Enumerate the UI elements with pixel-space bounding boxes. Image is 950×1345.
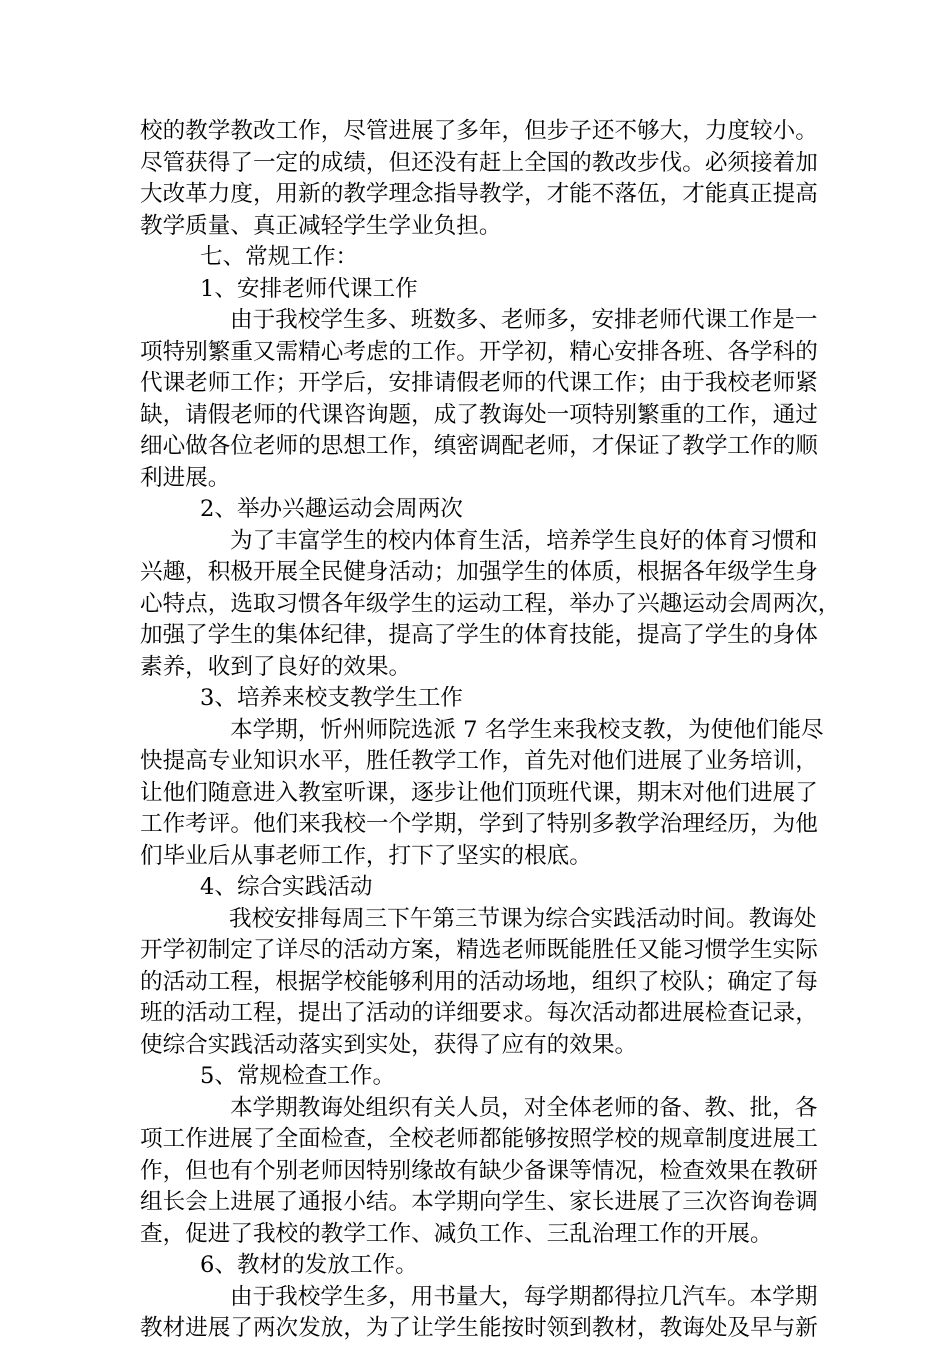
text-line: 利进展。 (140, 464, 231, 491)
paragraph-first-line: 为了丰富学生的校内体育生活，培养学生良好的体育习惯和 (230, 527, 818, 554)
section-heading: 七、常规工作： (200, 244, 359, 270)
paragraph-first-line: 本学期教诲处组织有关人员，对全体老师的备、教、批，各 (230, 1094, 818, 1121)
text-line: 的活动工程，根据学校能够利用的活动场地，组织了校队；确定了每 (140, 968, 818, 995)
text-line: 班的活动工程，提出了活动的详细要求。每次活动都进展检查记录， (140, 1000, 818, 1026)
document-page (140, 116, 841, 1345)
text-line: 查，促进了我校的教学工作、减负工作、三乱治理工作的开展。 (140, 1220, 773, 1247)
text-line: 工作考评。他们来我校一个学期，学到了特别多教学治理经历，为他 (140, 811, 818, 837)
text-line: 兴趣，积极开展全民健身活动；加强学生的体质，根据各年级学生身 (140, 559, 818, 585)
text-line: 加强了学生的集体纪律，提高了学生的体育技能，提高了学生的身体 (140, 622, 818, 648)
paragraph-first-line: 由于我校学生多，用书量大，每学期都得拉几汽车。本学期 (230, 1283, 818, 1310)
paragraph-first-line: 由于我校学生多、班数多、老师多，安排老师代课工作是一 (230, 307, 818, 333)
subsection-heading: 5、常规检查工作。 (200, 1063, 396, 1089)
text-line: 教材进展了两次发放，为了让学生能按时领到教材，教诲处及早与新 (140, 1315, 818, 1341)
text-line: 代课老师工作；开学后，安排请假老师的代课工作；由于我校老师紧 (140, 370, 818, 396)
text-line: 开学初制定了详尽的活动方案，精选老师既能胜任又能习惯学生实际 (140, 937, 818, 963)
subsection-heading: 6、教材的发放工作。 (200, 1252, 418, 1278)
text-line: 心特点，选取习惯各年级学生的运动工程，举办了兴趣运动会周两次， (140, 590, 841, 617)
subsection-heading: 4、综合实践活动 (200, 874, 373, 900)
text-line: 项工作进展了全面检查，全校老师都能够按照学校的规章制度进展工 (140, 1126, 818, 1152)
text-line: 素养，收到了良好的效果。 (140, 653, 412, 680)
text-line: 使综合实践活动落实到实处，获得了应有的效果。 (140, 1031, 638, 1058)
text-line: 让他们随意进入教室听课，逐步让他们顶班代课，期末对他们进展了 (140, 779, 818, 806)
text-line: 大改革力度，用新的教学理念指导教学，才能不落伍，才能真正提高 (140, 181, 818, 207)
text-line: 快提高专业知识水平，胜任教学工作，首先对他们进展了业务培训， (140, 748, 818, 774)
text-line: 组长会上进展了通报小结。本学期向学生、家长进展了三次咨询卷调 (140, 1189, 818, 1215)
text-line: 尽管获得了一定的成绩，但还没有赶上全国的教改步伐。必须接着加 (140, 149, 818, 176)
text-line: 校的教学教改工作，尽管进展了多年，但步子还不够大，力度较小。 (140, 118, 818, 144)
text-line: 们毕业后从事老师工作，打下了坚实的根底。 (140, 842, 592, 869)
subsection-heading: 2、举办兴趣运动会周两次 (200, 496, 463, 522)
text-line: 作，但也有个别老师因特别缘故有缺少备课等情况，检查效果在教研 (140, 1157, 818, 1184)
text-line: 教学质量、真正减轻学生学业负担。 (140, 212, 502, 239)
text-line: 缺，请假老师的代课咨询题，成了教诲处一项特别繁重的工作，通过 (140, 401, 818, 428)
text-line: 项特别繁重又需精心考虑的工作。开学初，精心安排各班、各学科的 (140, 338, 818, 365)
paragraph-first-line: 我校安排每周三下午第三节课为综合实践活动时间。教诲处 (229, 905, 817, 932)
subsection-heading: 3、培养来校支教学生工作 (200, 685, 463, 711)
text-line: 细心做各位老师的思想工作，缜密调配老师，才保证了教学工作的顺 (140, 433, 818, 459)
paragraph-first-line: 本学期，忻州师院选派 7 名学生来我校支教，为使他们能尽 (230, 716, 824, 743)
subsection-heading: 1、安排老师代课工作 (200, 275, 418, 302)
